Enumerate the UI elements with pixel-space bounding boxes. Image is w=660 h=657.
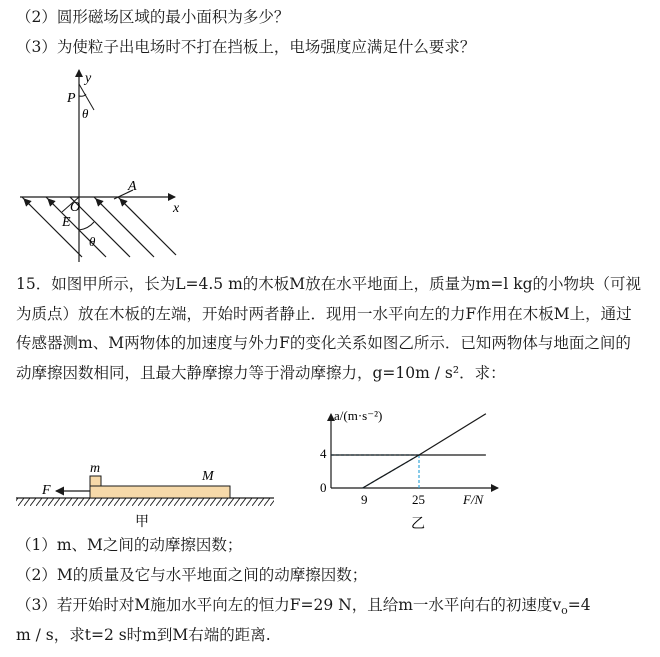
question-3-main: （3）若开始时对M施加水平向左的恒力F=29 N，且给m一水平向右的初速度v <box>16 596 562 614</box>
label-theta-top: θ <box>82 106 89 121</box>
label-e: E <box>62 215 71 230</box>
question-3-continued: m / s，求t=2 s时m到M右端的距离. <box>16 626 271 644</box>
graph-origin: 0 <box>320 480 327 495</box>
problem-15-text: 15．如图甲所示，长为L=4.5 m的木板M放在水平地面上，质量为m=l kg的小物块（可视为质点）放在木板的左端，开始时两者静止．现用一水平向左的力F作用在木板M上，通过传感器测m、M两物体的加速度与外力F的变化关系如图乙所示．已知两物体与地面之间的动摩擦因数相同，且最大静摩擦力等于滑动摩擦力，g=10m / s²．求： <box>16 275 642 382</box>
theta-bottom-arc <box>79 222 94 230</box>
series-lower <box>363 455 419 488</box>
graph-xtick-9: 9 <box>361 492 368 507</box>
graph-ylabel: a/(m·s⁻²) <box>334 408 383 423</box>
block-m <box>90 476 101 486</box>
graph-xtick-25: 25 <box>412 492 425 507</box>
label-y: y <box>85 71 92 86</box>
graph-caption-yi: 乙 <box>411 517 425 532</box>
question-2-bottom: （2）M的质量及它与水平地面之间的动摩擦因数； <box>16 566 368 584</box>
series-upper <box>419 414 486 455</box>
graph-diagram <box>298 408 508 538</box>
graph-ytick-4: 4 <box>320 446 327 461</box>
graph-xlabel: F/N <box>463 492 484 507</box>
question-3-top: （3）为使粒子出电场时不打在挡板上，电场强度应满足什么要求？ <box>16 38 476 56</box>
label-theta-bottom: θ <box>89 234 96 249</box>
field-lines <box>22 197 176 257</box>
label-F: F <box>42 483 51 498</box>
label-m: m <box>90 461 101 476</box>
ground-hatch <box>16 498 274 506</box>
question-3-bottom <box>16 594 591 622</box>
label-M: M <box>202 469 214 484</box>
label-x: x <box>173 201 180 216</box>
question-2-top: （2）圆形磁场区域的最小面积为多少？ <box>16 8 290 26</box>
label-o: O <box>70 200 81 215</box>
board-diagram <box>12 458 282 528</box>
question-3-subscript: o <box>561 604 568 618</box>
field-diagram <box>10 62 210 262</box>
label-p: P <box>67 91 76 106</box>
board-m <box>90 486 230 498</box>
question-3-speed: =4 <box>567 596 591 614</box>
question-1-bottom: （1）m、M之间的动摩擦因数； <box>16 536 243 554</box>
label-a: A <box>128 179 137 194</box>
caption-jia: 甲 <box>135 515 149 528</box>
